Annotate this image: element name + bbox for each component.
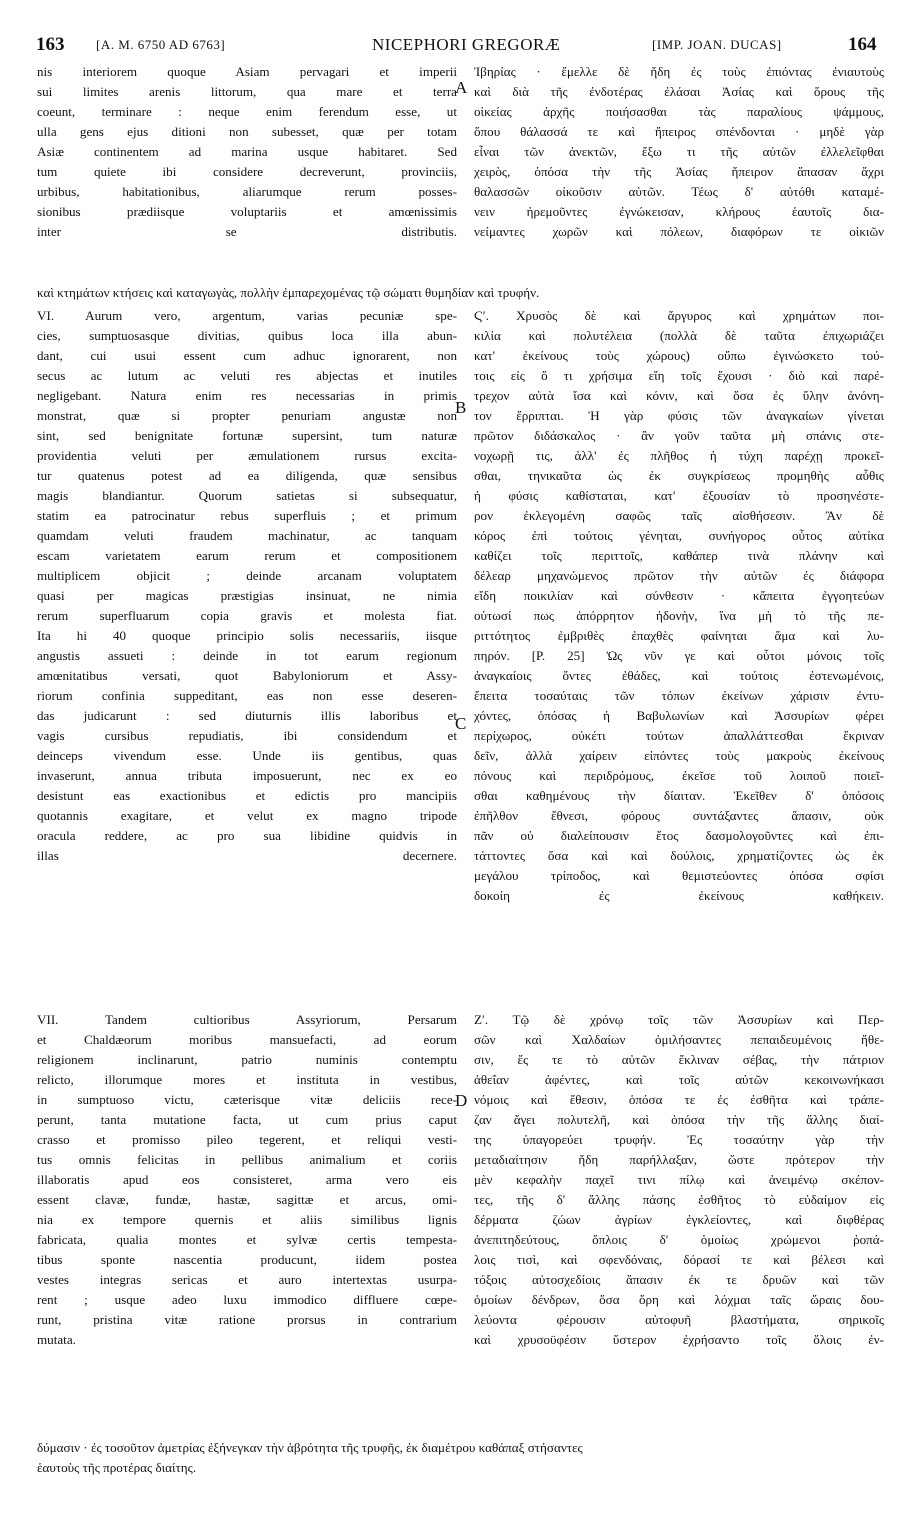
text-line: in sumptuoso victu, cæterisque vitæ deliciis rece- <box>37 1092 457 1107</box>
text-line: vestes integras sericas et auro intertextas usurpa- <box>37 1272 457 1287</box>
text-line: ζαν ἄγει πολυτελῆ, καὶ ὁπόσα τὴν τῆς ἄλλης διαί- <box>474 1112 884 1127</box>
text-line: πηρόν. [P. 25] Ὡς νῦν γε καὶ οὗτοι μόνοις τοῖς <box>474 648 884 663</box>
text-line: nis interiorem quoque Asiam pervagari et imperii <box>37 64 457 79</box>
text-line: monstrat, quæ si propter penuriam angustæ non <box>37 408 457 423</box>
text-line: sionibus prædiisque voluptariis et amœnissimis <box>37 204 457 219</box>
text-line: Asiæ continentem ad marina usque habitaret. Sed <box>37 144 457 159</box>
text-line: ἑαυτοὺς τῆς προτέρας διαίτης. <box>37 1460 197 1475</box>
text-line: illas decernere. <box>37 848 457 863</box>
text-line: vagis cursibus repudiatis, ibi considendum et <box>37 728 457 743</box>
text-line: deinceps vivendum esse. Unde iis gentibus, quas <box>37 748 457 763</box>
text-line: et Chaldæorum moribus mansuefacti, ad eorum <box>37 1032 457 1047</box>
text-line: νείμαντες χωρῶν καὶ πόλεων, διαφόρων τε οἰκιῶν <box>474 224 884 239</box>
text-line: magis blandiantur. Quorum satietas si subsequatur, <box>37 488 457 503</box>
text-line: δεῖν, ἀλλὰ χαίρειν εἰπόντες τοὺς μακροὺς ἐκείνους <box>474 748 884 763</box>
text-line: οὑτωσί πως ἀπόρρητον ἡδονὴν, ἵνα μὴ τὸ τῆς πε- <box>474 608 884 623</box>
section-marker-d: D <box>455 1091 468 1110</box>
text-line: σθαι καθημένους τὴν δίαιταν. Ἐκεῖθεν δ' ὁπόσοις <box>474 788 884 803</box>
text-line: ἔπειτα τοσαύταις τῶν τόπων ἐκείνων χάρισιν ἐντυ- <box>474 688 884 703</box>
text-line: καθίζει τοῖς περιττοῖς, καθάπερ τινὰ πλάνην καὶ <box>474 548 884 563</box>
section-marker-c: C <box>455 714 467 733</box>
running-title: NICEPHORI GREGORÆ <box>372 35 561 54</box>
text-line: runt, pristina vitæ ratione prorsus in contrarium <box>37 1312 457 1327</box>
text-line: Ζʹ. Τῷ δὲ χρόνῳ τοῖς τῶν Ἀσσυρίων καὶ Περ- <box>474 1012 884 1027</box>
text-line: καὶ διὰ τῆς ἐνδοτέρας ἐλάσαι Ἀσίας καὶ ὅρους τῆς <box>474 84 884 99</box>
section-marker-a: A <box>455 78 468 97</box>
text-line: δέλεαρ μηχανώμενος πρῶτον τὴν αὐτῶν ἐς διάφορα <box>474 568 884 583</box>
full-width-greek-line: καὶ κτημάτων κτήσεις καὶ καταγωγὰς, πολλὴν ἐμπαρεχομένας τῷ σώματι θυμηδίαν καὶ τρυφήν. <box>37 285 540 300</box>
text-line: VII. Tandem cultioribus Assyriorum, Persarum <box>37 1012 457 1027</box>
text-line: πᾶν οὐ διαλείπουσιν ἔτος δασμολογοῦντες καὶ ἐπι- <box>474 828 884 843</box>
text-line: tus omnis felicitas in pellibus animalium et coriis <box>37 1152 457 1167</box>
text-line: σιν, ἔς τε τὸ αὐτῶν ἔκλιναν σέβας, τὴν πάτριον <box>474 1052 884 1067</box>
text-line: VI. Aurum vero, argentum, varias pecuniæ spe- <box>37 308 457 323</box>
text-line: πρῶτον διδάσκαλος · ἂν γοῦν ταῦτα μὴ σπάνις στε- <box>474 428 884 443</box>
text-line: secus ac lutum ac veluti res abjectas et inutiles <box>37 368 457 383</box>
text-line: τον ἔρριπται. Ἡ γὰρ φύσις τῶν ἀναγκαίων γίνεται <box>474 408 884 423</box>
text-line: multiplicem objicit ; deinde arcanam voluptatem <box>37 568 457 583</box>
text-line: crasso et promisso pileo tegerent, et reliqui vesti- <box>37 1132 457 1147</box>
latin-section-vii <box>37 1010 457 1350</box>
text-line: angustis assueti : deinde in tot earum regionum <box>37 648 457 663</box>
text-line: ἀνεπιτηδεύτους, ὅπλοις δ' ὁμοίως χρώμενοι ῥοπά- <box>474 1232 884 1247</box>
text-line: fabricata, qualia montes et sylvæ certis tempesta- <box>37 1232 457 1247</box>
text-line: coeunt, terminare : neque enim ferendum esse, ut <box>37 104 457 119</box>
text-line: πόνους καὶ περιδρόμους, ἐκεῖσε τοῦ λοιποῦ ποιεῖ- <box>474 768 884 783</box>
text-line: tur quatenus potest ad ea diligenda, quæ sensibus <box>37 468 457 483</box>
latin-section-vi <box>37 306 457 866</box>
text-line: περίχωρος, οὐκέτι τούτων ἀπαλλάττεσθαι ἔκριναν <box>474 728 884 743</box>
text-line: νειν ἠρεμοῦντες ἐγνώκεισαν, κλήρους ἑαυτοῖς δια- <box>474 204 884 219</box>
text-line: urbibus, habitationibus, aliarumque rerum posses- <box>37 184 457 199</box>
right-emperor: [IMP. JOAN. DUCAS] <box>652 37 782 52</box>
text-line: τες, τῆς δ' ἄλλης πάσης ἐσθῆτος τὸ εὐδαίμον εἰς <box>474 1192 884 1207</box>
text-line: providentia veluti per æmulationem rursus excita- <box>37 448 457 463</box>
text-line: desistunt eas exactionibus et edictis pro mancipiis <box>37 788 457 803</box>
text-line: amœnitatibus versati, quot Babyloniorum et Assy- <box>37 668 457 683</box>
text-line: μεγάλου τρίποδος, καὶ θεμιστεύοντες ὁπόσα σφίσι <box>474 868 884 883</box>
text-line: τάττοντες ὅσα καὶ καὶ δούλοις, χρηματίζοντες ὡς ἐκ <box>474 848 884 863</box>
right-page-number: 164 <box>848 34 877 55</box>
text-line: das judicarunt : sed diuturnis illis laboribus et <box>37 708 457 723</box>
text-line: rent ; usque adeo luxu immodico diffluere cœpe- <box>37 1292 457 1307</box>
text-line: cies, sumptuosasque divitias, quibus loca illa abun- <box>37 328 457 343</box>
text-line: κατ' ἐκείνους τοὺς χώρους) οὔπω ἐγινώσκετο τού- <box>474 348 884 363</box>
text-line: λεύοντα φέρουσιν αὐτοφυῆ βλαστήματα, σηρικοῖς <box>474 1312 884 1327</box>
text-line: oracula reddere, ac pro sua libidine quidvis in <box>37 828 457 843</box>
text-line: dant, cui usui essent cum adhuc ignorarent, non <box>37 348 457 363</box>
text-line: τρεχον αὐτὰ ἴσα καὶ κόνιν, καὶ ὅσα ἐς ὕλην ἀνόνη- <box>474 388 884 403</box>
text-line: invaserunt, annua tributa imposuerunt, nec ex eo <box>37 768 457 783</box>
text-line: νόμοις καὶ ἔθεσιν, ὁπόσα τε ἐς ἐσθῆτα καὶ τράπε- <box>474 1092 884 1107</box>
text-line: ἐπῆλθον ἔθνεσι, φόρους συντάξαντες ἅπασιν, οὐκ <box>474 808 884 823</box>
text-line: δέρματα ζώων ἀγρίων ἐγκλείοντες, καὶ διφθέρας <box>474 1212 884 1227</box>
text-line: ὅπου θάλασσά τε καὶ ἤπειρος σπένδονται · μηδὲ γὰρ <box>474 124 884 139</box>
text-line: nia ex tempore quernis et aliis similibus lignis <box>37 1212 457 1227</box>
text-line: rerum superfluarum copia gravis et molesta fiat. <box>37 608 457 623</box>
text-line: illaboratis apud eos consisteret, arma vero eis <box>37 1172 457 1187</box>
text-line: καὶ χρυσοϋφέσιν ὕστερον ἐχρήσαντο τοῖς ὅλοις ἐν- <box>474 1332 884 1347</box>
text-line: δύμασιν · ἐς τοσοῦτον ἀμετρίας ἐξήνεγκαν τὴν ἁβρότητα τῆς τρυφῆς, ἐκ διαμέτρου καθάπαξ στήσαντες <box>37 1440 583 1455</box>
text-line: mutata. <box>37 1332 76 1347</box>
text-line: tum quiete ibi considere decreverunt, provinciis, <box>37 164 457 179</box>
greek-section-vii <box>474 1010 884 1350</box>
text-line: τοις εἰς ὅ τι χρήσιμα εἴη τοῖς ἔχουσι · διὸ καὶ παρέ- <box>474 368 884 383</box>
text-line: religionem inclinarunt, patrio numinis contemptu <box>37 1052 457 1067</box>
text-line: sint, sed benignitate fortunæ supersint, tum naturæ <box>37 428 457 443</box>
text-line: ρον ἐκλεγομένη σαφῶς ταῖς αἰσθήσεσιν. Ἂν δὲ <box>474 508 884 523</box>
section-marker-b: B <box>455 398 467 417</box>
text-line: Ita hi 40 quoque principio solis necessariis, iisque <box>37 628 457 643</box>
text-line: κόρος ἐπὶ τούτοις γένηται, συνήγορος οὗτος αὐτίκα <box>474 528 884 543</box>
text-line: perunt, tanta mutatione facta, ut cum prius caput <box>37 1112 457 1127</box>
text-line: νοχωρῇ τις, ἀλλ' ἐς πλῆθος ἡ τύχη παρέχῃ προκεῖ- <box>474 448 884 463</box>
greek-section-vi <box>474 306 884 906</box>
text-line: ὁμοίων δένδρων, ὅσα ὄρη καὶ λόχμαι ταῖς ὥραις δου- <box>474 1292 884 1307</box>
text-line: της ὑπαγορεύει τρυφήν. Ἐς τοσαύτην γὰρ τὴν <box>474 1132 884 1147</box>
text-line: δοκοίη ἐς ἐκείνους καθήκειν. <box>474 888 884 903</box>
text-line: θαλασσῶν οἰκοῦσιν αὐτῶν. Τέως δ' αὐτόθι καταμέ- <box>474 184 884 199</box>
text-line: οἰκείας ἀρχῆς ποιήσασθαι τὰς παραλίους ψάμμους, <box>474 104 884 119</box>
text-line: σθαι, τηνικαῦτα ὡς ἐκ συγκρίσεως προμηθὴς αὖθις <box>474 468 884 483</box>
text-line: σῶν καὶ Χαλδαίων ὁμιλήσαντες πεπαιδευμένοις ἤθε- <box>474 1032 884 1047</box>
text-line: riorum confinia suppeditant, eas non esse deseren- <box>37 688 457 703</box>
text-line: relicto, illorumque mores et instituta in vestibus, <box>37 1072 457 1087</box>
text-line: χόντες, ὁπόσας ἡ Βαβυλωνίων καὶ Ἀσσυρίων φέρει <box>474 708 884 723</box>
text-line: quasi per magicas præstigias insinuat, ne nimia <box>37 588 457 603</box>
text-line: μὲν κεφαλὴν παχεῖ τινι πίλῳ καὶ ἀνειμένῳ σκέπον- <box>474 1172 884 1187</box>
left-page-number: 163 <box>36 34 65 55</box>
text-line: essent clavæ, fundæ, hastæ, sagittæ et arcus, omi- <box>37 1192 457 1207</box>
text-line: sui limites arenis littorum, qua mare et terra <box>37 84 457 99</box>
latin-column-top <box>37 62 457 242</box>
text-line: inter se distributis. <box>37 224 457 239</box>
text-line: statim ea patrocinatur rebus superfluis ; et primum <box>37 508 457 523</box>
greek-column-top <box>474 62 884 242</box>
text-line: negligebant. Natura enim res necessarias in primis <box>37 388 457 403</box>
text-line: tibus sponte nascentia producunt, iidem postea <box>37 1252 457 1267</box>
text-line: quamdam veluti fraudem machinatur, ac tanquam <box>37 528 457 543</box>
text-line: ἡ φύσις καθίσταται, κατ' ἐξουσίαν τὸ προσηνέστε- <box>474 488 884 503</box>
full-width-greek-ending <box>37 1438 884 1478</box>
text-line: εἶναι τῶν ἀνεκτῶν, ἔξω τι τῆς αὐτῶν ἐλλελεῖφθαι <box>474 144 884 159</box>
text-line: ἀναγκαίοις ὄντες ἐθάδες, καὶ τούτοις ἐστενωμένοις, <box>474 668 884 683</box>
text-line: λοις τισὶ, καὶ σφενδόναις, δόρασί τε καὶ βέλεσι καὶ <box>474 1252 884 1267</box>
running-header <box>36 34 882 56</box>
text-line: ulla gens ejus ditioni non subesset, quæ per totam <box>37 124 457 139</box>
text-line: ριττότητος ἐμβριθὲς ἐπαχθὲς φαίνηται ἅμα καὶ λυ- <box>474 628 884 643</box>
text-line: τόξοις αὐτοσχεδίοις ἅπασιν ἐκ τε δρυῶν καὶ τῶν <box>474 1272 884 1287</box>
text-line: escam varietatem earum rerum et compositionem <box>37 548 457 563</box>
text-line: Ϛʹ. Χρυσὸς δὲ καὶ ἄργυρος καὶ χρημάτων ποι- <box>474 308 884 323</box>
text-line: εἴδη ποικιλίαν καὶ σύνθεσιν · κἄπειτα ἐγγοητεύων <box>474 588 884 603</box>
text-line: χειρὸς, ὁπόσα τὴν τῆς Ἀσίας ἤπειρον ἅπασαν ἄχρι <box>474 164 884 179</box>
text-line: κιλία καὶ πολυτέλεια (πολλὰ δὲ ταῦτα ἐπιχωριάζει <box>474 328 884 343</box>
left-year-range: [A. M. 6750 AD 6763] <box>96 37 226 52</box>
text-line: Ἰβηρίας · ἔμελλε δὲ ἤδη ἐς τοὺς ἐπιόντας ἐνιαυτοὺς <box>474 64 884 79</box>
text-line: ἀθεΐαν ἀφέντες, καὶ τοῖς αὐτῶν κεκοινωνήκασι <box>474 1072 884 1087</box>
text-line: quotannis exagitare, et velut ex magno tripode <box>37 808 457 823</box>
text-line: μεταδιαίτησιν ἤδη παρήλλαξαν, ὥστε πρότερον τὴν <box>474 1152 884 1167</box>
